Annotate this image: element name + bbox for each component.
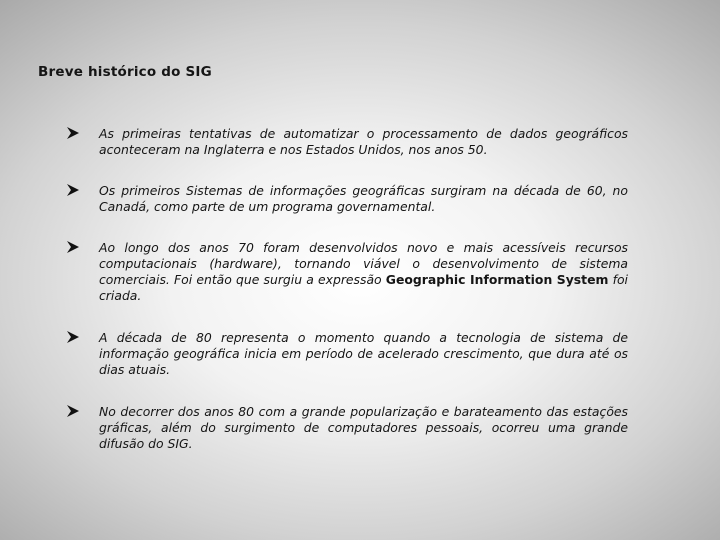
- bullet-text: A década de 80 representa o momento quando a tecnologia de sistema de informação geográfica inicia em período de acelerado crescimento, que dura até os dias atuais.: [99, 330, 628, 377]
- bullet-text: Os primeiros Sistemas de informações geográficas surgiram na década de 60, no Canadá, como parte de um programa governamental.: [99, 183, 628, 214]
- bullet-text: [99, 240, 628, 304]
- bullet-text-bold: Geographic Information System: [385, 272, 609, 287]
- slide-title: Breve histórico do SIG: [38, 64, 212, 80]
- bullet-text: As primeiras tentativas de automatizar o processamento de dados geográficos aconteceram na Inglaterra e nos Estados Unidos, nos anos 50.: [99, 126, 628, 157]
- arrow-bullet-icon: [66, 330, 80, 344]
- arrow-bullet-icon: [66, 240, 80, 254]
- arrow-bullet-icon: [66, 126, 80, 140]
- arrow-bullet-icon: [66, 183, 80, 197]
- bullet-text: No decorrer dos anos 80 com a grande popularização e barateamento das estações gráficas, além do surgimento de computadores pessoais, ocorreu uma grande difusão do SIG.: [99, 404, 628, 451]
- bullet-text-part: foi criada.: [99, 272, 628, 303]
- arrow-bullet-icon: [66, 404, 80, 418]
- bullet-text-part: Ao longo dos anos 70 foram desenvolvidos novo e mais acessíveis recursos computacionais (hardware), tornando viável o desenvolvimento de sistema comerciais. Foi então que surgiu a expressão: [99, 240, 628, 287]
